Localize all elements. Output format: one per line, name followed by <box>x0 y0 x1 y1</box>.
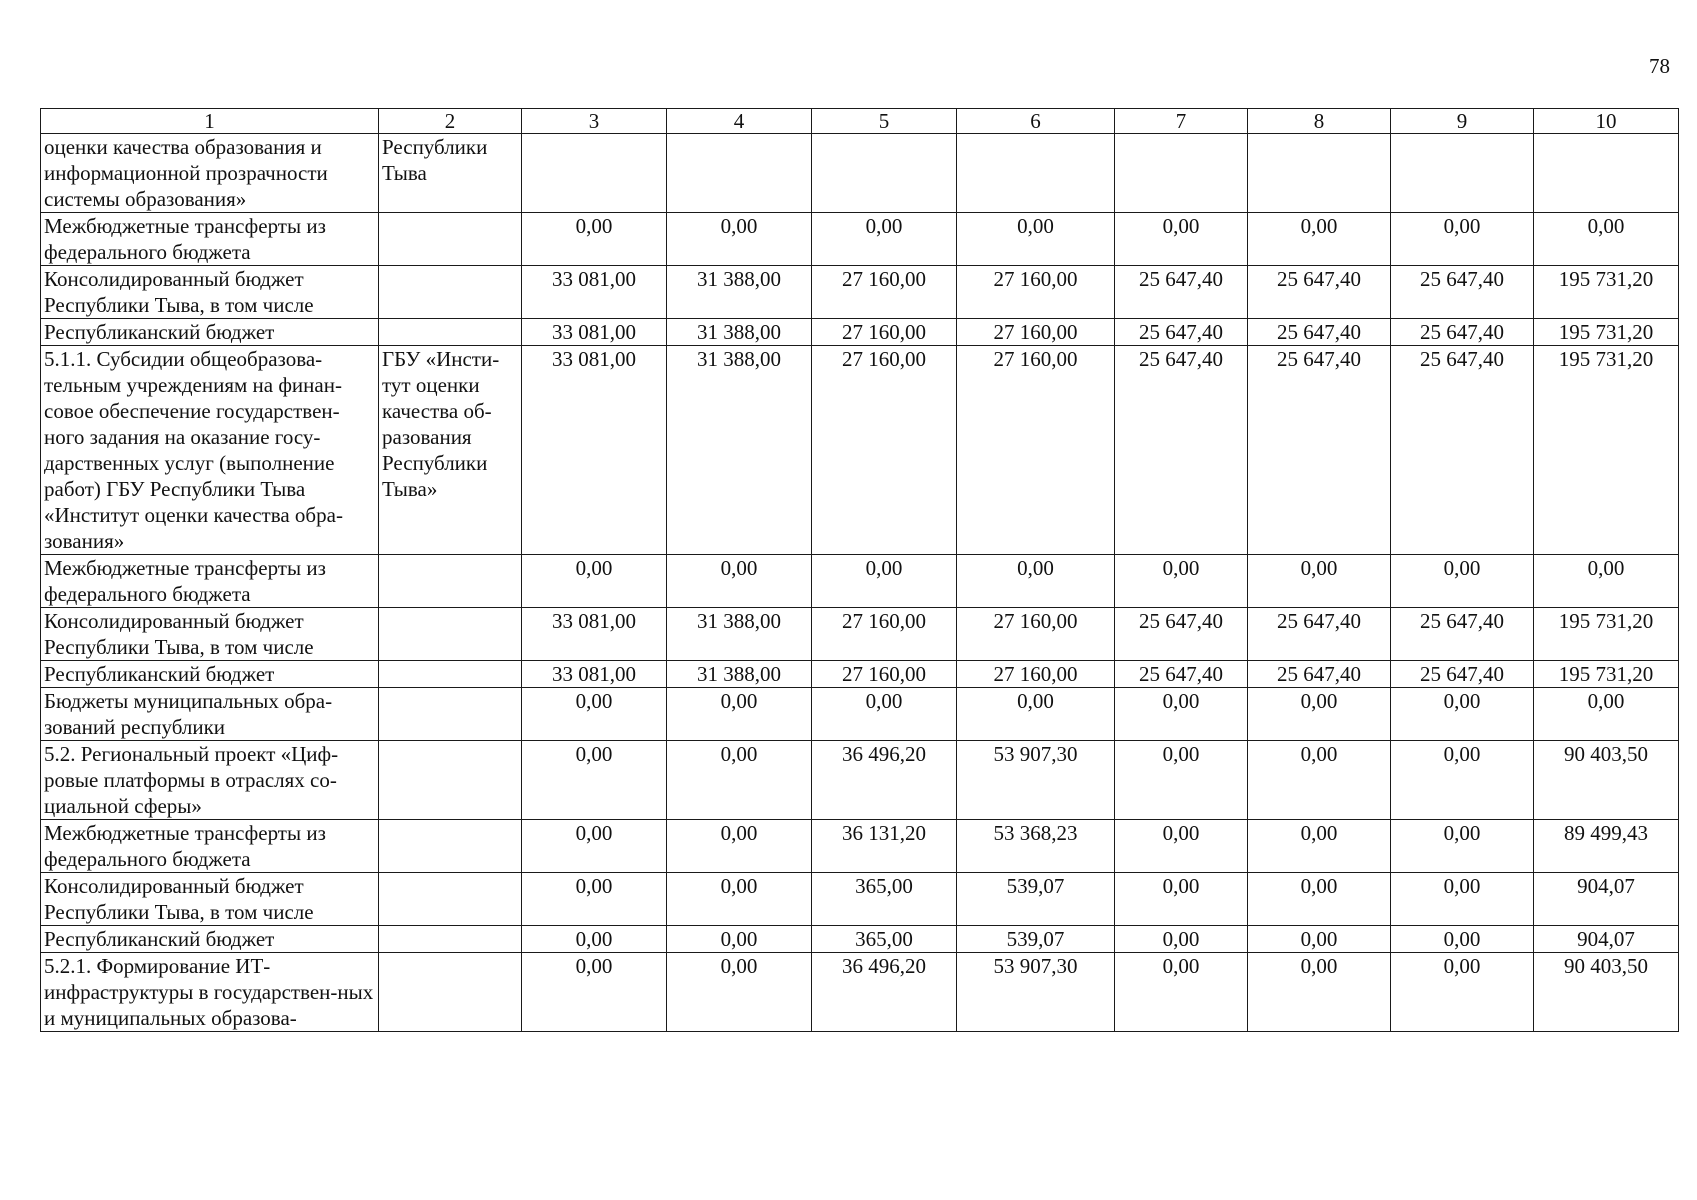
value-cell: 0,00 <box>667 953 812 1032</box>
value-cell: 27 160,00 <box>957 608 1115 661</box>
row-label: Республиканский бюджет <box>41 661 379 688</box>
executor-cell <box>379 741 522 820</box>
executor-cell <box>379 555 522 608</box>
value-cell: 33 081,00 <box>522 661 667 688</box>
column-header: 3 <box>522 109 667 134</box>
value-cell <box>667 134 812 213</box>
row-label: Республиканский бюджет <box>41 926 379 953</box>
value-cell: 0,00 <box>812 688 957 741</box>
row-label: 5.1.1. Субсидии общеобразова-тельным учреждениям на финан-совое обеспечение государствен-ного задания на оказание госу-дарственных услуг (выполнение работ) ГБУ Республики Тыва «Институт оценки качества обра-зования» <box>41 346 379 555</box>
executor-cell <box>379 266 522 319</box>
table-row <box>41 688 1679 741</box>
executor-cell <box>379 661 522 688</box>
value-cell: 25 647,40 <box>1115 346 1248 555</box>
value-cell: 90 403,50 <box>1534 953 1679 1032</box>
column-header: 8 <box>1248 109 1391 134</box>
row-label: Республиканский бюджет <box>41 319 379 346</box>
value-cell: 0,00 <box>1391 820 1534 873</box>
value-cell: 25 647,40 <box>1391 608 1534 661</box>
value-cell: 33 081,00 <box>522 266 667 319</box>
executor-cell <box>379 820 522 873</box>
value-cell: 27 160,00 <box>812 266 957 319</box>
row-label: Консолидированный бюджет Республики Тыва, в том числе <box>41 608 379 661</box>
value-cell: 27 160,00 <box>812 608 957 661</box>
value-cell: 27 160,00 <box>812 319 957 346</box>
executor-cell: ГБУ «Инсти-тут оценки качества об-разования Республики Тыва» <box>379 346 522 555</box>
executor-cell <box>379 213 522 266</box>
table-row <box>41 741 1679 820</box>
value-cell: 27 160,00 <box>957 661 1115 688</box>
value-cell: 0,00 <box>957 688 1115 741</box>
value-cell: 904,07 <box>1534 926 1679 953</box>
value-cell: 25 647,40 <box>1391 319 1534 346</box>
column-header: 10 <box>1534 109 1679 134</box>
value-cell: 27 160,00 <box>957 346 1115 555</box>
executor-cell <box>379 873 522 926</box>
value-cell: 0,00 <box>812 555 957 608</box>
value-cell: 195 731,20 <box>1534 346 1679 555</box>
value-cell: 0,00 <box>1115 741 1248 820</box>
value-cell: 90 403,50 <box>1534 741 1679 820</box>
value-cell: 0,00 <box>1115 213 1248 266</box>
value-cell: 25 647,40 <box>1248 266 1391 319</box>
value-cell: 0,00 <box>667 688 812 741</box>
table-row <box>41 953 1679 1032</box>
value-cell: 0,00 <box>1248 926 1391 953</box>
row-label: Бюджеты муниципальных обра-зований республики <box>41 688 379 741</box>
value-cell: 0,00 <box>522 953 667 1032</box>
value-cell: 25 647,40 <box>1115 608 1248 661</box>
value-cell: 27 160,00 <box>957 266 1115 319</box>
value-cell: 25 647,40 <box>1248 661 1391 688</box>
value-cell: 0,00 <box>957 213 1115 266</box>
value-cell: 31 388,00 <box>667 608 812 661</box>
value-cell: 195 731,20 <box>1534 266 1679 319</box>
value-cell: 0,00 <box>1248 873 1391 926</box>
table-row <box>41 134 1679 213</box>
value-cell <box>957 134 1115 213</box>
value-cell: 0,00 <box>1391 926 1534 953</box>
value-cell: 0,00 <box>1248 741 1391 820</box>
value-cell: 0,00 <box>1248 555 1391 608</box>
value-cell: 31 388,00 <box>667 266 812 319</box>
executor-cell: Республики Тыва <box>379 134 522 213</box>
value-cell: 25 647,40 <box>1391 266 1534 319</box>
value-cell: 0,00 <box>667 873 812 926</box>
value-cell: 0,00 <box>1391 953 1534 1032</box>
value-cell: 53 368,23 <box>957 820 1115 873</box>
value-cell: 25 647,40 <box>1248 608 1391 661</box>
column-header: 1 <box>41 109 379 134</box>
value-cell: 31 388,00 <box>667 661 812 688</box>
row-label: оценки качества образования и информационной прозрачности системы образования» <box>41 134 379 213</box>
value-cell: 0,00 <box>1115 555 1248 608</box>
value-cell: 0,00 <box>667 741 812 820</box>
table-row <box>41 820 1679 873</box>
value-cell: 36 496,20 <box>812 741 957 820</box>
value-cell: 0,00 <box>667 820 812 873</box>
value-cell: 0,00 <box>1115 688 1248 741</box>
table-body <box>41 134 1679 1032</box>
value-cell: 0,00 <box>957 555 1115 608</box>
value-cell: 36 131,20 <box>812 820 957 873</box>
value-cell: 539,07 <box>957 873 1115 926</box>
value-cell: 0,00 <box>522 741 667 820</box>
page-number: 78 <box>1649 54 1670 78</box>
column-header: 9 <box>1391 109 1534 134</box>
value-cell: 33 081,00 <box>522 608 667 661</box>
value-cell: 33 081,00 <box>522 346 667 555</box>
executor-cell <box>379 608 522 661</box>
value-cell: 0,00 <box>1248 213 1391 266</box>
table-row <box>41 608 1679 661</box>
table-row <box>41 319 1679 346</box>
value-cell: 0,00 <box>1115 820 1248 873</box>
table-row <box>41 661 1679 688</box>
value-cell: 25 647,40 <box>1391 346 1534 555</box>
value-cell: 25 647,40 <box>1248 346 1391 555</box>
budget-table <box>40 108 1679 1032</box>
column-header: 4 <box>667 109 812 134</box>
table-row <box>41 555 1679 608</box>
value-cell: 0,00 <box>667 555 812 608</box>
value-cell <box>1534 134 1679 213</box>
row-label: 5.2.1. Формирование ИТ-инфраструктуры в государствен-ных и муниципальных образова- <box>41 953 379 1032</box>
value-cell: 0,00 <box>1391 741 1534 820</box>
value-cell: 365,00 <box>812 926 957 953</box>
value-cell: 0,00 <box>1534 555 1679 608</box>
value-cell: 0,00 <box>1391 555 1534 608</box>
value-cell: 0,00 <box>1534 688 1679 741</box>
value-cell: 27 160,00 <box>957 319 1115 346</box>
column-number-row <box>41 109 1679 134</box>
value-cell: 31 388,00 <box>667 319 812 346</box>
value-cell: 0,00 <box>1248 953 1391 1032</box>
value-cell: 195 731,20 <box>1534 608 1679 661</box>
executor-cell <box>379 926 522 953</box>
value-cell: 0,00 <box>522 926 667 953</box>
executor-cell <box>379 688 522 741</box>
value-cell: 0,00 <box>1248 688 1391 741</box>
value-cell: 365,00 <box>812 873 957 926</box>
value-cell: 33 081,00 <box>522 319 667 346</box>
table-row <box>41 266 1679 319</box>
value-cell: 904,07 <box>1534 873 1679 926</box>
value-cell: 27 160,00 <box>812 661 957 688</box>
value-cell: 0,00 <box>1115 873 1248 926</box>
value-cell: 53 907,30 <box>957 953 1115 1032</box>
value-cell: 0,00 <box>1534 213 1679 266</box>
value-cell: 195 731,20 <box>1534 661 1679 688</box>
column-header: 7 <box>1115 109 1248 134</box>
value-cell: 0,00 <box>522 820 667 873</box>
value-cell <box>1248 134 1391 213</box>
row-label: Консолидированный бюджет Республики Тыва, в том числе <box>41 266 379 319</box>
row-label: 5.2. Региональный проект «Циф-ровые платформы в отраслях со-циальной сферы» <box>41 741 379 820</box>
value-cell: 0,00 <box>522 555 667 608</box>
row-label: Межбюджетные трансферты из федерального бюджета <box>41 820 379 873</box>
value-cell: 0,00 <box>522 873 667 926</box>
table-row <box>41 213 1679 266</box>
value-cell: 0,00 <box>667 926 812 953</box>
row-label: Межбюджетные трансферты из федерального бюджета <box>41 213 379 266</box>
table-row <box>41 346 1679 555</box>
value-cell: 25 647,40 <box>1391 661 1534 688</box>
value-cell: 0,00 <box>812 213 957 266</box>
value-cell: 0,00 <box>1115 926 1248 953</box>
column-header: 2 <box>379 109 522 134</box>
value-cell: 0,00 <box>1391 688 1534 741</box>
executor-cell <box>379 319 522 346</box>
value-cell: 25 647,40 <box>1115 266 1248 319</box>
value-cell: 195 731,20 <box>1534 319 1679 346</box>
value-cell: 31 388,00 <box>667 346 812 555</box>
value-cell: 25 647,40 <box>1115 661 1248 688</box>
value-cell: 25 647,40 <box>1248 319 1391 346</box>
table-row <box>41 873 1679 926</box>
value-cell: 539,07 <box>957 926 1115 953</box>
value-cell: 53 907,30 <box>957 741 1115 820</box>
value-cell: 0,00 <box>1391 213 1534 266</box>
row-label: Консолидированный бюджет Республики Тыва, в том числе <box>41 873 379 926</box>
value-cell <box>1115 134 1248 213</box>
value-cell: 89 499,43 <box>1534 820 1679 873</box>
value-cell: 0,00 <box>1391 873 1534 926</box>
executor-cell <box>379 953 522 1032</box>
value-cell: 0,00 <box>522 688 667 741</box>
value-cell: 27 160,00 <box>812 346 957 555</box>
value-cell <box>812 134 957 213</box>
value-cell: 0,00 <box>1115 953 1248 1032</box>
value-cell: 0,00 <box>1248 820 1391 873</box>
table-row <box>41 926 1679 953</box>
value-cell: 0,00 <box>667 213 812 266</box>
row-label: Межбюджетные трансферты из федерального бюджета <box>41 555 379 608</box>
column-header: 6 <box>957 109 1115 134</box>
value-cell <box>522 134 667 213</box>
value-cell: 25 647,40 <box>1115 319 1248 346</box>
value-cell <box>1391 134 1534 213</box>
value-cell: 36 496,20 <box>812 953 957 1032</box>
value-cell: 0,00 <box>522 213 667 266</box>
column-header: 5 <box>812 109 957 134</box>
